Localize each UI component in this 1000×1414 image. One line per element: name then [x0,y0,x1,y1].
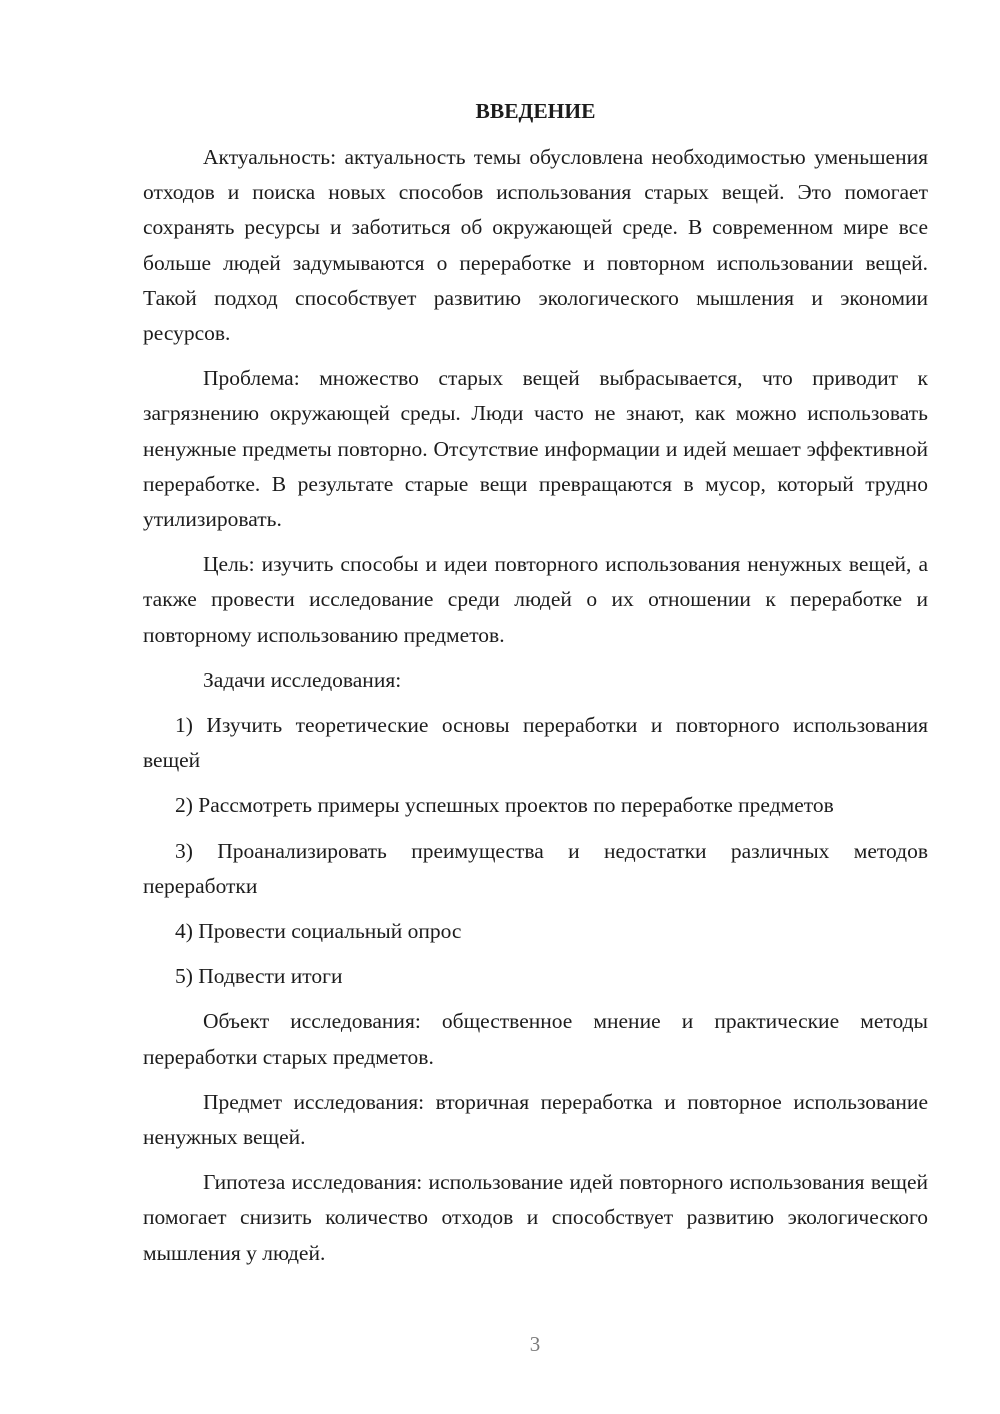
task-item: 5) Подвести итоги [175,964,343,989]
tasks-list [143,708,928,994]
page-number: 3 [529,1332,541,1356]
task-item: 3) Проанализировать преимущества и недостатки различных методов переработки [143,838,928,898]
task-item: 1) Изучить теоретические основы переработки и повторного использования вещей [143,713,928,773]
tasks-heading: Задачи исследования: [203,667,402,692]
subject-paragraph: Предмет исследования: вторичная переработка и повторное использование ненужных вещей. [143,1089,928,1150]
hypothesis-paragraph: Гипотеза исследования: использование идей повторного использования вещей помогает снизить количество отходов и способствует развитию экологического мышления у людей. [143,1170,928,1265]
relevance-paragraph: Актуальность: актуальность темы обусловлена необходимостью уменьшения отходов и поиска новых способов использования старых вещей. Это помогает сохранять ресурсы и заботиться об окружающей среде. В современном мире все больше людей задумываются о переработке и повторном использовании вещей. Такой подход способствует развитию экологического мышления и экономии ресурсов. [143,145,928,346]
problem-paragraph: Проблема: множество старых вещей выбрасывается, что приводит к загрязнению окружающей среды. Люди часто не знают, как можно использовать ненужные предметы повторно. Отсутствие информации и идей мешает эффективной переработке. В результате старые вещи превращаются в мусор, который трудно утилизировать. [143,366,928,532]
document-page [143,96,928,1271]
goal-paragraph: Цель: изучить способы и идеи повторного использования ненужных вещей, а также провести исследование среди людей о их отношении к переработке и повторному использованию предметов. [143,552,928,647]
task-item: 4) Провести социальный опрос [175,919,462,944]
object-paragraph: Объект исследования: общественное мнение и практические методы переработки старых предметов. [143,1009,928,1069]
page-title: ВВЕДЕНИЕ [475,99,596,123]
task-item: 2) Рассмотреть примеры успешных проектов по переработке предметов [175,793,834,818]
